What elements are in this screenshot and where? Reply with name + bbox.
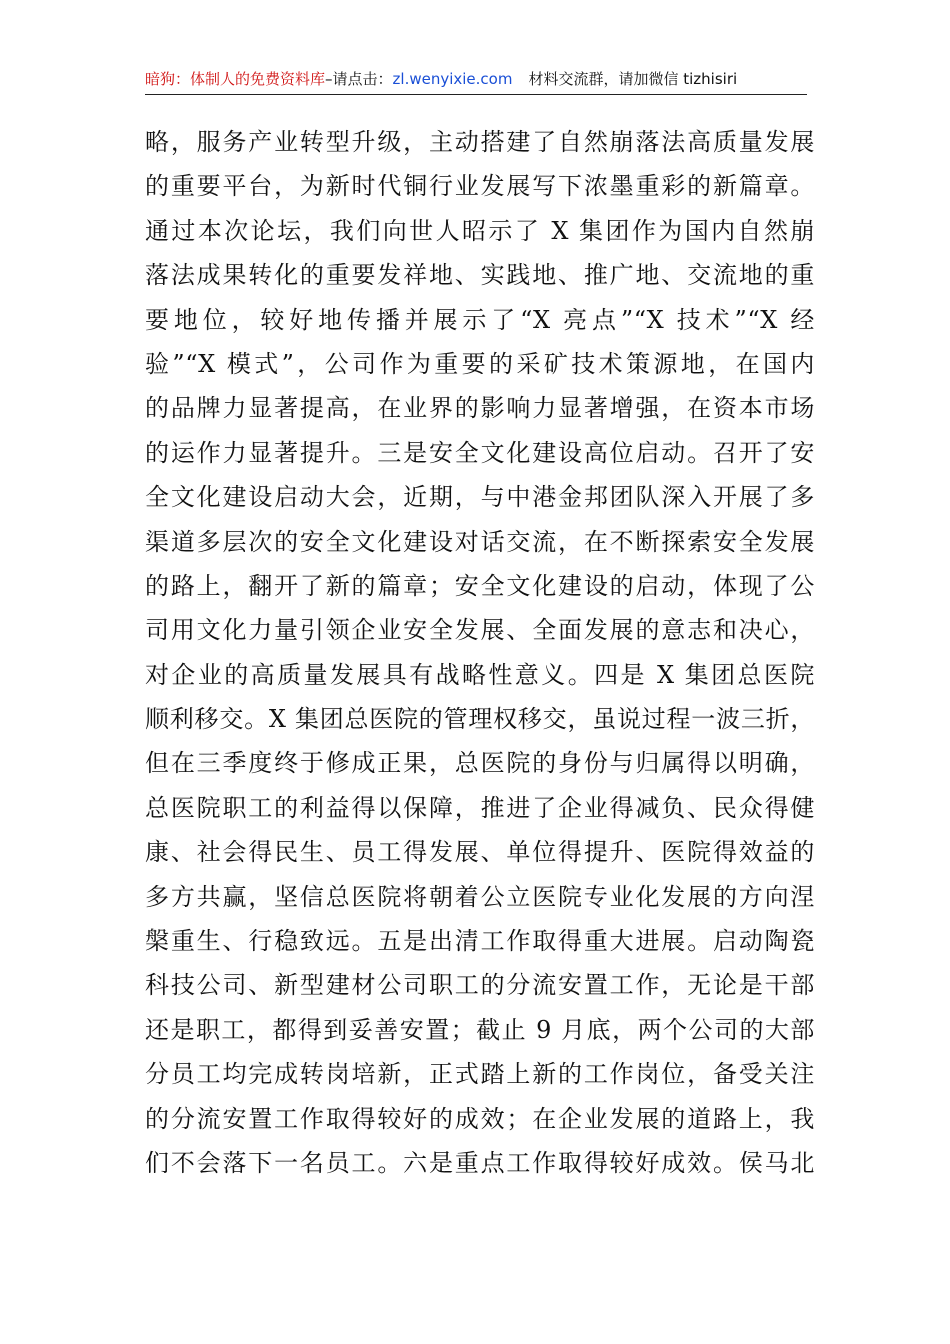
text-line: 科技公司、新型建材公司职工的分流安置工作，无论是干部 — [145, 971, 815, 1000]
text-line: 多方共赢，坚信总医院将朝着公立医院专业化发展的方向涅 — [145, 882, 815, 911]
text-line: 康、社会得民生、员工得发展、单位得提升、医院得效益的 — [145, 838, 815, 867]
text-line: 通过本次论坛，我们向世人昭示了 X 集团作为国内自然崩 — [145, 216, 815, 245]
page-header — [145, 66, 807, 95]
header-brand: 暗狗：体制人的免费资料库 — [145, 70, 326, 88]
text-line: 的品牌力显著提高，在业界的影响力显著增强，在资本市场 — [145, 394, 815, 423]
body-text — [145, 120, 815, 1185]
text-line: 还是职工，都得到妥善安置；截止 9 月底，两个公司的大部 — [145, 1015, 815, 1044]
text-line: 验”“X 模式”，公司作为重要的采矿技术策源地，在国内 — [145, 349, 815, 378]
text-line: 槃重生、行稳致远。五是出清工作取得重大进展。启动陶瓷 — [145, 927, 815, 956]
text-line: 分员工均完成转岗培新，正式踏上新的工作岗位，备受关注 — [145, 1060, 815, 1089]
text-line: 渠道多层次的安全文化建设对话交流，在不断探索安全发展 — [145, 527, 815, 556]
text-line: 的重要平台，为新时代铜行业发展写下浓墨重彩的新篇章。 — [145, 172, 815, 201]
header-prompt: –请点击： — [325, 70, 393, 88]
text-line: 对企业的高质量发展具有战略性意义。四是 X 集团总医院 — [145, 660, 815, 689]
text-line: 略，服务产业转型升级，主动搭建了自然崩落法高质量发展 — [145, 128, 815, 156]
text-line: 全文化建设启动大会，近期，与中港金邦团队深入开展了多 — [145, 483, 815, 512]
header-wechat-note: 材料交流群，请加微信 tizhisiri — [528, 70, 738, 88]
text-line: 落法成果转化的重要发祥地、实践地、推广地、交流地的重 — [145, 261, 815, 290]
text-line: 司用文化力量引领企业安全发展、全面发展的意志和决心， — [145, 616, 815, 645]
text-line: 但在三季度终于修成正果，总医院的身份与归属得以明确， — [145, 749, 815, 778]
text-line: 顺利移交。X 集团总医院的管理权移交，虽说过程一波三折， — [145, 705, 815, 734]
text-line: 要地位，较好地传播并展示了“X 亮点”“X 技术”“X 经 — [145, 305, 815, 334]
text-line: 的分流安置工作取得较好的成效；在企业发展的道路上，我 — [145, 1104, 815, 1133]
text-line: 们不会落下一名员工。六是重点工作取得较好成效。侯马北 — [145, 1148, 815, 1177]
text-line: 的运作力显著提升。三是安全文化建设高位启动。召开了安 — [145, 438, 815, 467]
text-line: 的路上，翻开了新的篇章；安全文化建设的启动，体现了公 — [145, 571, 815, 600]
header-url-link[interactable]: zl.wenyixie.com — [392, 70, 513, 88]
text-line: 总医院职工的利益得以保障，推进了企业得减负、民众得健 — [145, 793, 815, 822]
